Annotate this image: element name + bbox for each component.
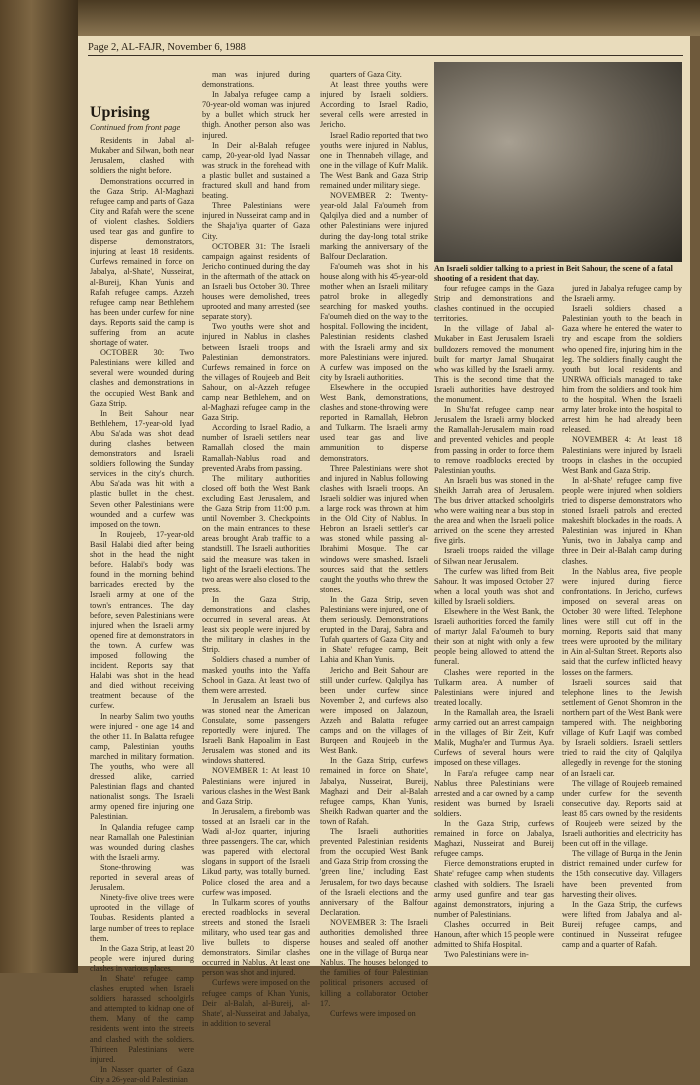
article-paragraph: In the Gaza Strip, curfews remained in force on Jabalya, Maghazi, Nusseirat and Bureij refugee camps. (434, 818, 554, 859)
newspaper-page (78, 36, 690, 1084)
column-3-text (320, 70, 428, 1019)
article-paragraph: In al-Shate' refugee camp five people were injured when soldiers tried to disperse demonstrators who stoned Israeli patrols and erected makeshift blockades in the roads. A Palestinian was injured in Khan Yunis, two in Jabalya camp and three in Deir al-Balah camp during clashes. (562, 475, 682, 566)
article-paragraph: In Nasser quarter of Gaza City a 26-year-old Palestinian (90, 1064, 194, 1084)
article-paragraph: According to Israel Radio, a number of Israeli settlers near Ramallah closed the main Ramallah-Nablus road and prevented Arabs from passing. (202, 423, 310, 473)
column-2 (202, 70, 310, 1029)
article-paragraph: In Jabalya refugee camp a 70-year-old woman was injured by a bullet which struck her thigh. Another person also was injured. (202, 90, 310, 140)
article-paragraph: NOVEMBER 1: At least 10 Palestinians were injured in various clashes in the West Bank and Gaza Strip. (202, 766, 310, 806)
article-paragraph: In the village of Jabal al-Mukaber in East Jerusalem Israeli bulldozers removed the monument built for martyr Jamal Shuqairat who was killed by the Israeli army. This is the second time that the Israeli authorities have destroyed the monument. (434, 324, 554, 405)
article-paragraph: In the Gaza Strip, seven Palestinians were injured, one of them seriously. Demonstrations erupted in the Daraj, Sabra and Tufah quarters of Gaza City and in Shate' refugee camp, Beit Lahia and Khan Yunis. (320, 594, 428, 665)
article-paragraph: Three Palestinians were shot and injured in Nablus following clashes with Israeli troops. An Israeli soldier was injured when a large rock was thrown at him in the Old City of Nablus. In Hebron an Israeli settler's car was stoned while passing al-Ibrahimi Mosque. The car windows were smashed. Israeli sources said that the settlers caught the youths who threw the stones. (320, 463, 428, 594)
article-paragraph: In Shate' refugee camp clashes erupted when Israeli soldiers harassed schoolgirls and attempted to kidnap one of them. Many of the camp residents went into the streets and clashed with the soldiers. Thirteen Palestinians were injured. (90, 973, 194, 1064)
article-paragraph: In Jerusalem an Israeli bus was stoned near the American Consulate, some passengers reportedly were injured. The Israeli Bank Hapoalim in East Jerusalem was stoned and its windows shattered. (202, 695, 310, 766)
column-1 (90, 76, 194, 1085)
article-paragraph: Demonstrations occurred in the Gaza Strip. Al-Maghazi refugee camp and parts of Gaza City and Rafah were the scene of violent clashes. Soldiers used tear gas and gunfire to disperse demonstrators, injuring at least 18 residents. Curfews remained in force on Jabalya, al-Shate', Nusseirat, al-Bureij, Khan Yunis and Rafah refugee camps. Azzeh refugee camp near Bethlehem has been under curfew for nine days. Reports said the camp is suffering from an acute shortage of water. (90, 176, 194, 348)
column-4 (434, 284, 554, 960)
photo-caption: An Israeli soldier talking to a priest in Beit Sahour, the scene of a fatal shooting of a resident that day. (434, 264, 673, 283)
article-paragraph: Three Palestinians were injured in Nusseirat camp and in the Shaja'iya quarter of Gaza City. (202, 201, 310, 241)
article-paragraph: In the Nablus area, five people were injured during fierce confrontations. In Jericho, curfews imposed on several areas on October 30 were lifted. Telephone lines were still cut off in the morning. Reports said that many trees were uprooted by the military in Ain al-Sultan Street. Reports also said that the curfew inflicted heavy losses on the farmers. (562, 566, 682, 677)
article-paragraph: At least three youths were injured by Israeli soldiers. According to Israel Radio, several cells were arrested in Jericho. (320, 80, 428, 130)
article-paragraph: In the Gaza Strip, demonstrations and clashes occurred in several areas. At least six people were injured by the military in clashes in the Strip. (202, 594, 310, 655)
article-paragraph: Fierce demonstrations erupted in Shate' refugee camp when students clashed with soldiers. The Israeli army used gunfire and tear gas against demonstrators, injuring a number of Palestinians. (434, 859, 554, 919)
article-paragraph: Curfews were imposed on the refugee camps of Khan Yunis, Deir al-Balah, al-Bureij, al-Shate', al-Nusseirat and Jabalya, in addition to several (202, 978, 310, 1028)
column-1-text (90, 136, 194, 1085)
article-paragraph: jured in Jabalya refugee camp by the Israeli army. (562, 284, 682, 304)
article-paragraph: The village of Roujeeb remained under curfew for the seventh consecutive day. Reports said at least 85 cars owned by the residents of Roujeeb were seized by the Israeli authorities and electricity has been cut off in the village. (562, 778, 682, 849)
article-paragraph: In Roujeeb, 17-year-old Basil Halabi died after being shot in the head the night before. Halabi's body was found in the morning behind barricades erected by the Israeli army at one of the town's entrances. The day before, seven Palestinians were injured when the Israeli army opened fire at demonstrators in the town. A curfew was imposed following the incident. Reports say that Halabi was shot in the head and died without receiving treatment because of the curfew. (90, 529, 194, 711)
article-paragraph: In Beit Sahour near Bethlehem, 17-year-old Iyad Abu Sa'ada was shot dead during clashes between demonstrators and Israeli soldiers following the Sunday services in the city's church. Abu Sa'ada was hit with a plastic bullet in the chest. Seven other Palestinians were wounded and a curfew was imposed on the town. (90, 408, 194, 529)
article-paragraph: Elsewhere in the occupied West Bank, demonstrations, clashes and stone-throwing were reported in Ramallah, Hebron and Tulkarm. The Israeli army used tear gas and live ammunition to disperse demonstrators. (320, 382, 428, 463)
article-paragraph: Israeli sources said that telephone lines to the Jewish settlement of Genot Shomron in the northern part of the West Bank were tampered with. The neighboring village of Kufr Laqif was combed by Israeli soldiers. Israeli settlers tried to raid the city of Qalqilya allegedly in revenge for the stoning of an Israeli car. (562, 677, 682, 778)
article-paragraph: Elsewhere in the West Bank, the Israeli authorities forced the family of martyr Jalal Fa'oumeh to bury their son at night with only a few people being allowed to attend the funeral. (434, 607, 554, 667)
article-paragraph: Two Palestinians were in- (444, 950, 529, 960)
column-4-text (434, 284, 554, 960)
column-2-text (202, 70, 310, 1029)
article-paragraph: An Israeli bus was stoned in the Sheikh Jarrah area of Jerusalem. The bus driver attacked schoolgirls who were waiting near a bus stop in the area and when the Israeli police arrived on the scene they arrested five girls. (434, 475, 554, 546)
article-paragraph: The village of Burqa in the Jenin district remained under curfew for the 15th consecutive day. Villagers have been prevented from harvesting their olives. (562, 849, 682, 899)
article-paragraph: In the Gaza Strip, curfews remained in force on Shate', Jabalya, Nusseirat, Bureij, Maghazi and Deir al-Balah refugee camps, Khan Yunis, Sheikh Radwan quarter and the town of Rafah. (320, 756, 428, 826)
news-photo (434, 62, 682, 262)
article-paragraph: Soldiers chased a number of masked youths into the Yaffa School in Gaza. At least two of them were arrested. (202, 655, 310, 695)
article-paragraph: In nearby Salim two youths were injured - one age 14 and the other 11. In Balatta refugee camp, Palestinian youths marched in military formation. The youths, who were all dressed alike, carried Palestinian flags and chanted nationalist songs. The Israeli army opened fire injuring one Palestinian. (90, 711, 194, 822)
article-paragraph: In the Gaza Strip, at least 20 people were injured during clashes in various places. (90, 943, 194, 973)
article-paragraph: NOVEMBER 4: At least 18 Palestinians were injured by Israeli troops in clashes in the occupied West Bank and Gaza Strip. (562, 435, 682, 475)
column-3 (320, 70, 428, 1019)
column-5-text (562, 284, 682, 950)
article-paragraph: In Tulkarm scores of youths erected roadblocks in several streets and stoned the Israeli military, who used tear gas and live bullets to disperse demonstrators. Similar clashes occurred in Nablus. At least one person was shot and injured. (202, 897, 310, 978)
article-paragraph: Stone-throwing was reported in several areas of Jerusalem. (90, 862, 194, 893)
article-paragraph: Curfews were imposed on (330, 1008, 416, 1018)
article-paragraph: four refugee camps in the Gaza Strip and demonstrations and clashes continued in the occupied territories. (434, 284, 554, 324)
article-paragraph: Two youths were shot and injured in Nablus in clashes between Israeli troops and Palestinian demonstrators. Curfews remained in force on the villages of Roujeeb and Beit Sahour, on al-Azzeh refugee camp near Bethlehem, and on al-Maghazi refugee camp in the Gaza Strip. (202, 322, 310, 423)
article-paragraph: OCTOBER 30: Two Palestinians were killed and several were wounded during clashes and demonstrations in the occupied West Bank and Gaza Strip. (90, 348, 194, 408)
article-paragraph: quarters of Gaza City. (330, 70, 402, 79)
article-headline: Uprising (90, 104, 150, 121)
article-paragraph: NOVEMBER 2: Twenty-year-old Jalal Fa'oumeh from Qalqilya died and a number of other Palestinians were injured during the day-long total strike marking the anniversary of the Balfour Declaration. (320, 191, 428, 261)
binding-spine (0, 0, 78, 973)
article-paragraph: Residents in Jabal al-Mukaber and Silwan, both near Jerusalem, clashed with soldiers the night before. (90, 136, 194, 176)
article-paragraph: In Deir al-Balah refugee camp, 20-year-old Iyad Nassar was struck in the forehead with a plastic bullet and sustained a fractured skull and hand from beating. (202, 140, 310, 201)
article-paragraph: Clashes occurred in Beit Hanoun, after which 15 people were admitted to Shifa Hospital. (434, 919, 554, 950)
article-paragraph: Israel Radio reported that two youths were injured in Nablus, one in Thennabeh village, and one in the village of Kufr Malik. The West Bank and Gaza Strip remained under military siege. (320, 130, 428, 191)
article-paragraph: The Israeli authorities prevented Palestinian residents from the occupied West Bank and Gaza Strip from crossing the 'green line,' including East Jerusalem, for two days because of the Israeli elections and the anniversary of the Balfour Declaration. (320, 827, 429, 917)
article-paragraph: The military authorities closed off both the West Bank excluding East Jerusalem, and the Gaza Strip from 11:00 p.m. until November 3. Checkpoints on the main entrances to these areas brought Arab traffic to a standstill. The Israeli authorities said the measure was taken in light of the Israeli elections. The two areas were also closed to the press. (202, 473, 310, 594)
article-paragraph: Ninety-five olive trees were uprooted in the village of Toubas. Residents planted a large number of trees to replace them. (90, 893, 194, 943)
article-paragraph: NOVEMBER 3: The Israeli authorities demolished three houses and sealed off another one in the village of Burqa near Nablus. The houses belonged to the families of four Palestinian political prisoners accused of killing a collaborator October 17. (320, 917, 428, 1008)
article-paragraph: Jericho and Beit Sahour are still under curfew. Qalqilya has been under curfew since November 2, and curfews also were imposed on Jalazoun, Azzeh and Balatta refugee camps and on the villages of Burqeen and Roujeeb in the West Bank. (320, 665, 428, 756)
article-paragraph: In Fara'a refugee camp near Nablus three Palestinians were arrested and a car owned by a camp resident was burned by Israeli soldiers. (434, 768, 554, 818)
page-header: Page 2, AL-FAJR, November 6, 1988 (88, 42, 683, 56)
article-paragraph: Israeli troops raided the village of Silwan near Jerusalem. (434, 546, 554, 566)
article-paragraph: In Shu'fat refugee camp near Jerusalem the Israeli army blocked the Ramallah-Jerusalem main road and prevented vehicles and people from passing in order to force them to remove roadblocks erected by Palestinian youths. (434, 405, 554, 475)
article-paragraph: Fa'oumeh was shot in his house along with his 45-year-old mother when an Israeli military patrol broke in allegedly searching for masked youths. Fa'oumeh died on the way to the hospital. Following the incident, Palestinian residents clashed with the Israeli army and six more Palestinians were injured. A curfew was imposed on the city by Israeli authorities. (320, 261, 428, 382)
article-paragraph: In Jerusalem, a firebomb was tossed at an Israeli car in the Wadi al-Joz quarter, injuring three passengers. The car, which was papered with electoral slogans in support of the Israeli Likud party, was totally burned. Police closed the area and a curfew was imposed. (202, 806, 310, 897)
continued-note: Continued from front page (90, 122, 181, 133)
column-5 (562, 284, 682, 950)
scan-edge (78, 0, 700, 36)
article-paragraph: man was injured during demonstrations. (202, 70, 310, 90)
article-paragraph: Israeli soldiers chased a Palestinian youth to the beach in Gaza where he entered the water to try and escape from the soldiers who opened fire, injuring him in the leg. The soldiers finally caught the youth but local residents and UNRWA officials managed to take him from the soldiers and took him to the hospital. When the Israeli army later broke into the hospital to arrest him he had already been released. (562, 304, 682, 435)
article-paragraph: In the Ramallah area, the Israeli army carried out an arrest campaign in the villages of Bir Zeit, Kufr Malik, Mugha'er and Turmus Aya. Curfews of several hours were imposed on these villages. (434, 707, 554, 768)
article-paragraph: In Qalandia refugee camp near Ramallah one Palestinian was wounded during clashes with the Israeli army. (90, 822, 194, 862)
article-paragraph: The curfew was lifted from Beit Sahour. It was imposed October 27 when a local youth was shot and killed by Israeli soldiers. (434, 566, 554, 606)
article-paragraph: OCTOBER 31: The Israeli campaign against residents of Jericho continued during the day in the aftermath of the attack on an Israeli bus October 30. Three houses were demolished, trees uprooted and many arrested (see separate story). (202, 241, 310, 322)
article-paragraph: Clashes were reported in the Tulkarm area. A number of Palestinians were injured and treated locally. (434, 667, 554, 707)
article-paragraph: In the Gaza Strip, the curfews were lifted from Jabalya and al-Bureij refugee camps, and continued in Nusseirat refugee camp and a quarter of Rafah. (562, 899, 682, 950)
